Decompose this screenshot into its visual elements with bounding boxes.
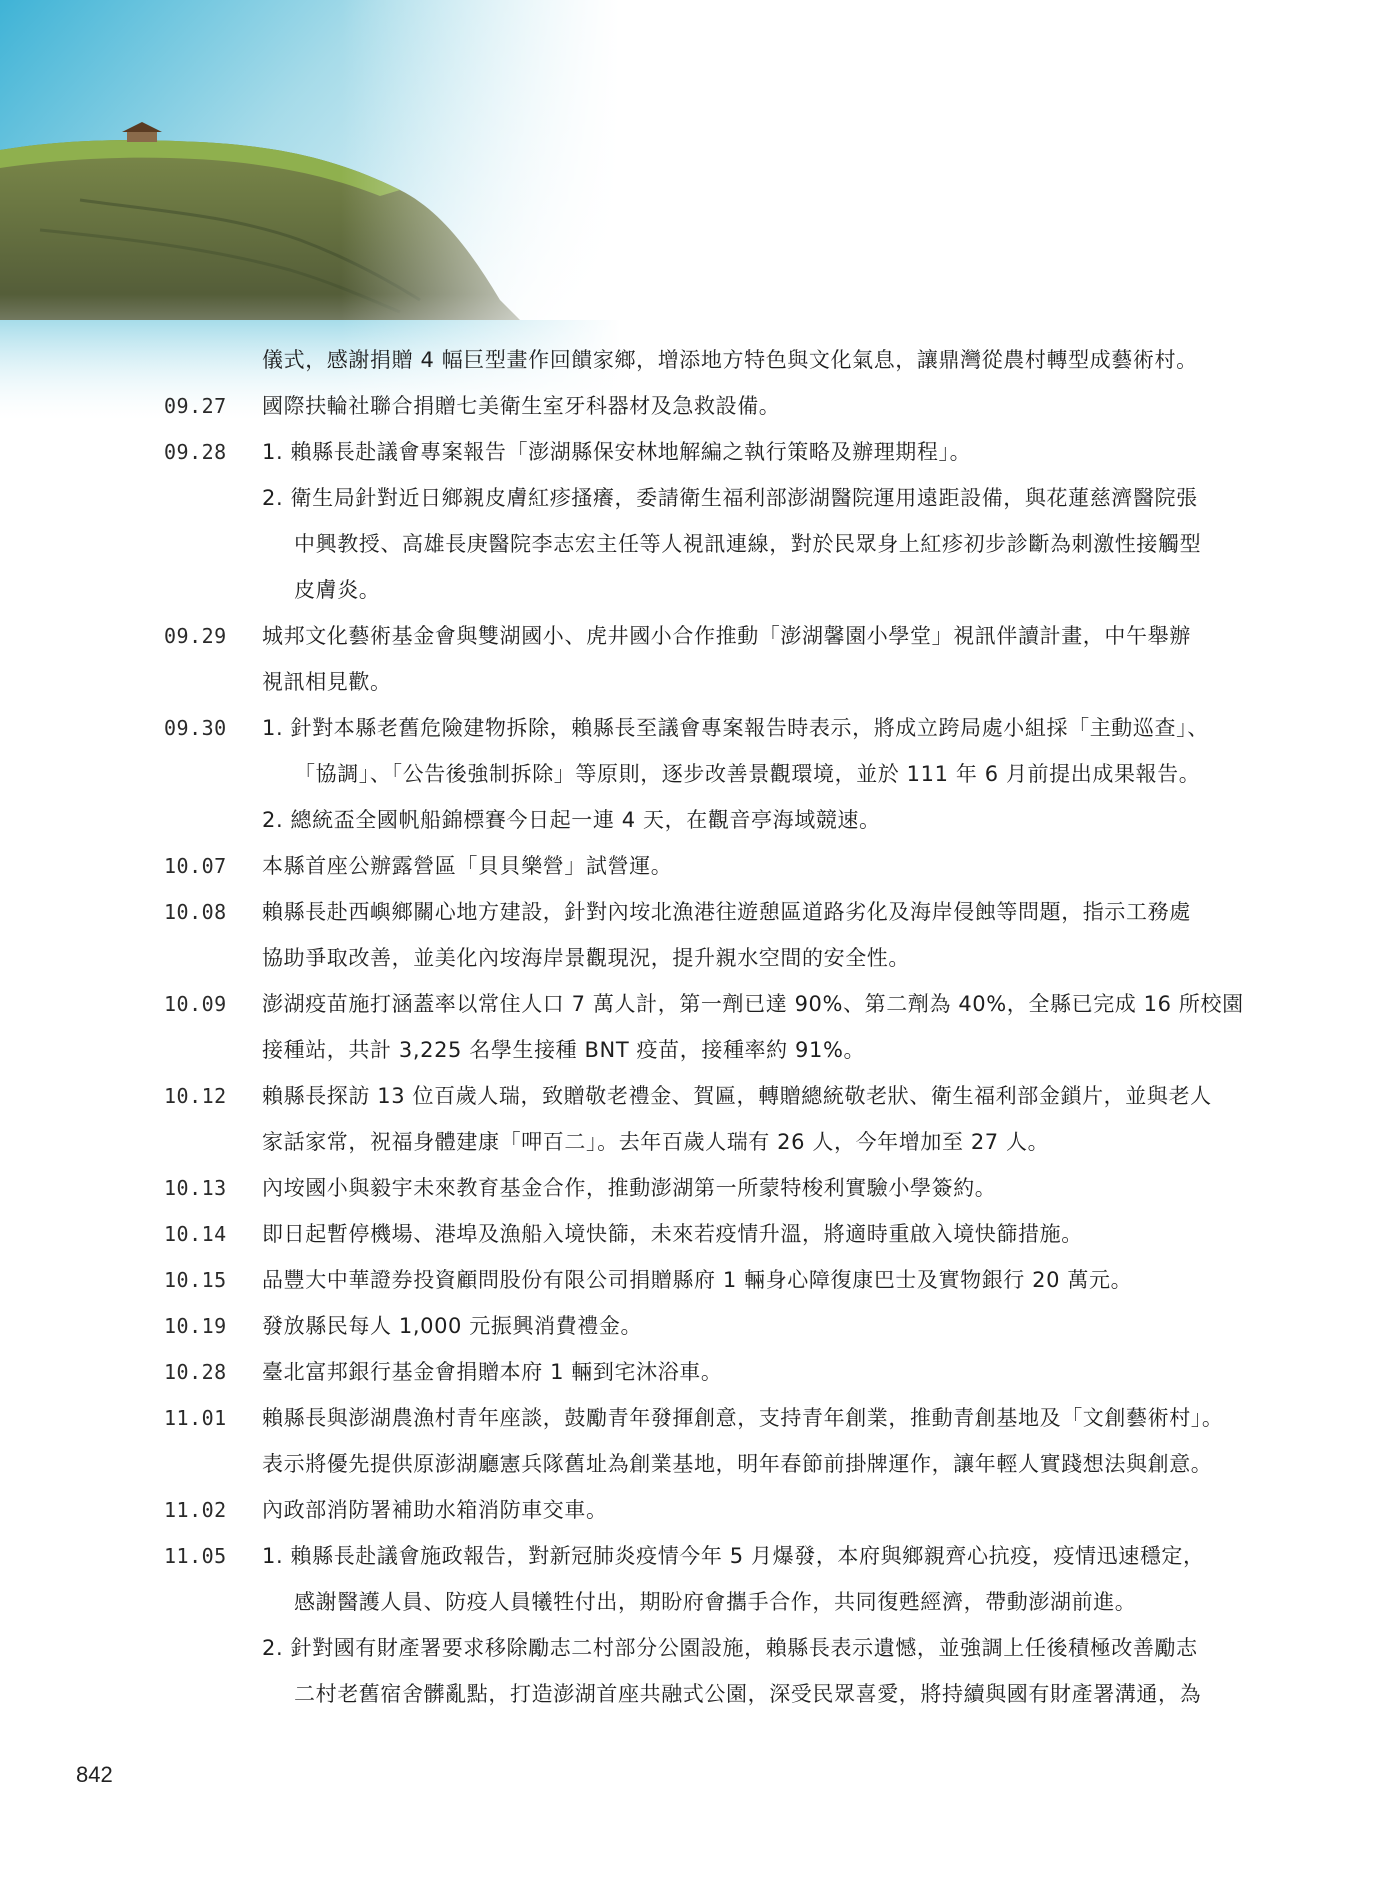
entry-text: 即日起暫停機場、港埠及漁船入境快篩，未來若疫情升溫，將適時重啟入境快篩措施。: [262, 1222, 1083, 1246]
entry-text: 視訊相見歡。: [262, 670, 392, 694]
list-item: [0, 705, 1400, 751]
entry-text: 表示將優先提供原澎湖廳憲兵隊舊址為創業基地，明年春節前掛牌運作，讓年輕人實踐想法與創意。: [262, 1452, 1213, 1476]
entry-text: 1. 賴縣長赴議會專案報告「澎湖縣保安林地解編之執行策略及辦理期程」。: [262, 440, 972, 464]
entry-text: 中興教授、高雄長庚醫院李志宏主任等人視訊連線，對於民眾身上紅疹初步診斷為刺激性接觸型: [294, 532, 1202, 556]
list-item: [0, 1579, 1400, 1625]
entry-text: 2. 衛生局針對近日鄉親皮膚紅疹搔癢，委請衛生福利部澎湖醫院運用遠距設備，與花蓮慈濟醫院張: [262, 486, 1198, 510]
entry-text: 二村老舊宿舍髒亂點，打造澎湖首座共融式公園，深受民眾喜愛，將持續與國有財產署溝通，為: [294, 1682, 1202, 1706]
entry-text: 「協調」、「公告後強制拆除」等原則，逐步改善景觀環境，並於 111 年 6 月前提出成果報告。: [294, 762, 1201, 786]
entry-date: 10.15: [164, 1268, 227, 1292]
entry-date: 10.13: [164, 1176, 227, 1200]
list-item: [0, 1487, 1400, 1533]
list-item: [0, 843, 1400, 889]
entry-text: 2. 針對國有財產署要求移除勵志二村部分公園設施，賴縣長表示遺憾，並強調上任後積極改善勵志: [262, 1636, 1198, 1660]
entry-date: 09.29: [164, 624, 227, 648]
entry-text: 賴縣長探訪 13 位百歲人瑞，致贈敬老禮金、賀匾，轉贈總統敬老狀、衛生福利部金鎖片，並與老人: [262, 1084, 1212, 1108]
entry-text: 2. 總統盃全國帆船錦標賽今日起一連 4 天，在觀音亭海域競速。: [262, 808, 881, 832]
entry-text: 國際扶輪社聯合捐贈七美衛生室牙科器材及急救設備。: [262, 394, 781, 418]
entry-date: 10.07: [164, 854, 227, 878]
list-item: [0, 1533, 1400, 1579]
entry-date: 11.02: [164, 1498, 227, 1522]
entry-text: 儀式，感謝捐贈 4 幅巨型畫作回饋家鄉，增添地方特色與文化氣息，讓鼎灣從農村轉型成藝術村。: [262, 348, 1198, 372]
list-item: [0, 1165, 1400, 1211]
list-item: [0, 429, 1400, 475]
entry-date: 09.30: [164, 716, 227, 740]
list-item: [0, 889, 1400, 935]
list-item: [0, 337, 1400, 383]
list-item: [0, 475, 1400, 521]
entry-text: 臺北富邦銀行基金會捐贈本府 1 輛到宅沐浴車。: [262, 1360, 723, 1384]
entry-text: 家話家常，祝福身體建康「呷百二」。去年百歲人瑞有 26 人，今年增加至 27 人。: [262, 1130, 1050, 1154]
entry-date: 11.05: [164, 1544, 227, 1568]
entry-text: 城邦文化藝術基金會與雙湖國小、虎井國小合作推動「澎湖馨園小學堂」視訊伴讀計畫，中午舉辦: [262, 624, 1191, 648]
entry-text: 1. 賴縣長赴議會施政報告，對新冠肺炎疫情今年 5 月爆發，本府與鄉親齊心抗疫，疫情迅速穩定，: [262, 1544, 1205, 1568]
entry-text: 感謝醫護人員、防疫人員犧牲付出，期盼府會攜手合作，共同復甦經濟，帶動澎湖前進。: [294, 1590, 1137, 1614]
list-item: [0, 1671, 1400, 1717]
entry-text: 澎湖疫苗施打涵蓋率以常住人口 7 萬人計，第一劑已達 90%、第二劑為 40%，全縣已完成 16 所校園: [262, 992, 1244, 1016]
list-item: [0, 567, 1400, 613]
list-item: [0, 1073, 1400, 1119]
entry-date: 10.09: [164, 992, 227, 1016]
list-item: [0, 1027, 1400, 1073]
entry-date: 10.14: [164, 1222, 227, 1246]
entry-text: 協助爭取改善，並美化內垵海岸景觀現況，提升親水空間的安全性。: [262, 946, 910, 970]
list-item: [0, 1395, 1400, 1441]
list-item: [0, 521, 1400, 567]
list-item: [0, 1257, 1400, 1303]
entry-date: 10.28: [164, 1360, 227, 1384]
entry-date: 09.28: [164, 440, 227, 464]
list-item: [0, 1349, 1400, 1395]
entry-text: 1. 針對本縣老舊危險建物拆除，賴縣長至議會專案報告時表示，將成立跨局處小組採「主動巡查」、: [262, 716, 1209, 740]
list-item: [0, 1303, 1400, 1349]
list-item: [0, 751, 1400, 797]
list-item: [0, 1441, 1400, 1487]
list-item: [0, 659, 1400, 705]
list-item: [0, 383, 1400, 429]
list-item: [0, 797, 1400, 843]
entry-text: 內政部消防署補助水箱消防車交車。: [262, 1498, 608, 1522]
entry-date: 11.01: [164, 1406, 227, 1430]
entry-date: 10.12: [164, 1084, 227, 1108]
entry-text: 賴縣長與澎湖農漁村青年座談，鼓勵青年發揮創意，支持青年創業，推動青創基地及「文創藝術村」。: [262, 1406, 1224, 1430]
entry-text: 本縣首座公辦露營區「貝貝樂營」試營運。: [262, 854, 673, 878]
entry-text: 品豐大中華證券投資顧問股份有限公司捐贈縣府 1 輛身心障復康巴士及實物銀行 20 萬元。: [262, 1268, 1133, 1292]
page-number: 842: [76, 1762, 113, 1787]
entry-text: 發放縣民每人 1,000 元振興消費禮金。: [262, 1314, 643, 1338]
entry-date: 10.19: [164, 1314, 227, 1338]
entry-date: 09.27: [164, 394, 227, 418]
entry-date: 10.08: [164, 900, 227, 924]
entry-text: 內垵國小與毅宇未來教育基金合作，推動澎湖第一所蒙特梭利實驗小學簽約。: [262, 1176, 997, 1200]
entry-text: 賴縣長赴西嶼鄉關心地方建設，針對內垵北漁港往遊憩區道路劣化及海岸侵蝕等問題，指示工務處: [262, 900, 1191, 924]
list-item: [0, 935, 1400, 981]
entry-text: 皮膚炎。: [294, 578, 381, 602]
entry-text: 接種站，共計 3,225 名學生接種 BNT 疫苗，接種率約 91%。: [262, 1038, 866, 1062]
list-item: [0, 1625, 1400, 1671]
list-item: [0, 981, 1400, 1027]
list-item: [0, 1119, 1400, 1165]
list-item: [0, 613, 1400, 659]
list-item: [0, 1211, 1400, 1257]
